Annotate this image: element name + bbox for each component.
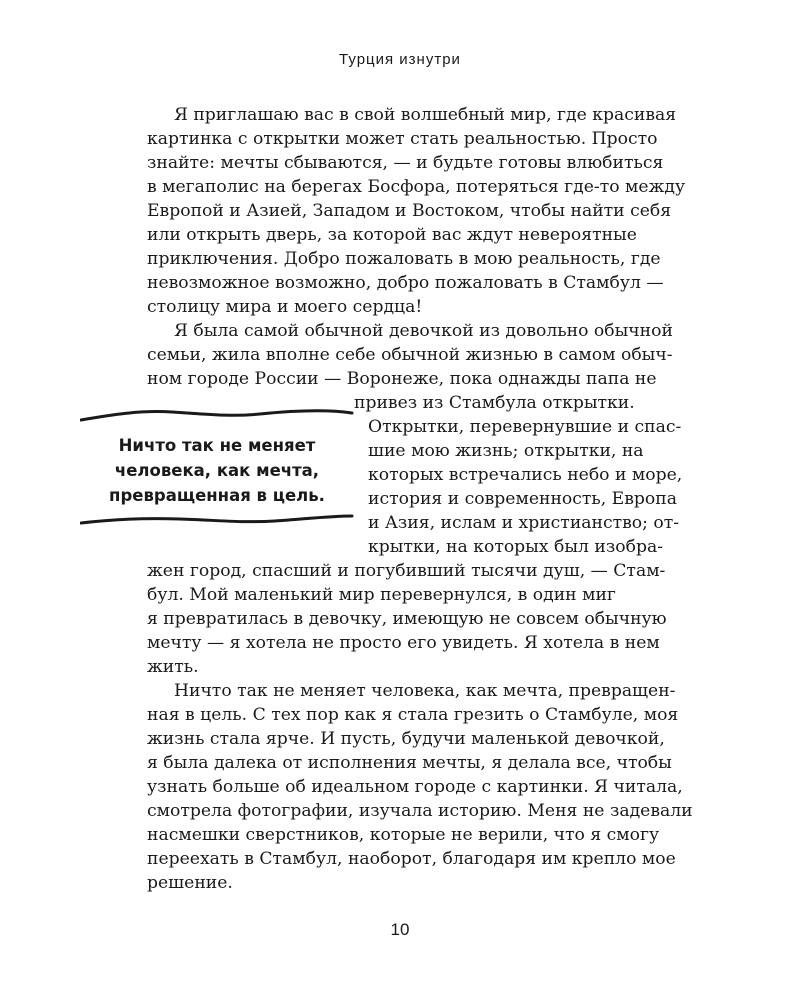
text-line: жен город, спасший и погубивший тысячи душ, — Стам- (147, 561, 666, 581)
text-line: Открытки, перевернувшие и спас- (368, 417, 682, 437)
text-line: невозможное возможно, добро пожаловать в Стамбул — (147, 273, 664, 293)
text-line: ном городе России — Воронеже, пока однажды папа не (147, 369, 657, 389)
text-line: которых встречались небо и море, (368, 465, 683, 485)
text-line: картинка с открытки может стать реальностью. Просто (147, 129, 658, 149)
running-head: Турция изнутри (339, 51, 461, 68)
text-line: жить. (147, 657, 199, 677)
text-line: привез из Стамбула открытки. (354, 393, 635, 413)
text-line: в мегаполис на берегах Босфора, потеряться где-то между (147, 177, 686, 197)
pull-quote-line: Ничто так не меняет (118, 436, 316, 455)
text-line: ная в цель. С тех пор как я стала грезить о Стамбуле, моя (147, 705, 679, 725)
text-line: я превратилась в девочку, имеющую не совсем обычную (147, 609, 667, 629)
text-line: Европой и Азией, Западом и Востоком, чтобы найти себя (147, 201, 672, 221)
text-line: насмешки сверстников, которые не верили, что я смогу (147, 825, 660, 845)
text-line: мечту — я хотела не просто его увидеть. Я хотела в нем (147, 633, 660, 653)
text-line: столицу мира и моего сердца! (147, 297, 423, 317)
text-line: бул. Мой маленький мир перевернулся, в один миг (147, 585, 616, 605)
text-line: жизнь стала ярче. И пусть, будучи маленькой девочкой, (147, 729, 665, 749)
text-line: приключения. Добро пожаловать в мою реальность, где (147, 249, 661, 269)
text-line: или открыть дверь, за которой вас ждут невероятные (147, 225, 637, 245)
text-line: крытки, на которых был изобра- (368, 537, 663, 557)
bottom-wave-divider (80, 510, 354, 530)
pull-quote-text (80, 433, 354, 508)
text-line: я была далека от исполнения мечты, я делала все, чтобы (147, 753, 672, 773)
text-line: история и современность, Европа (368, 489, 677, 509)
text-line: решение. (147, 873, 233, 893)
pull-quote (80, 405, 354, 530)
top-wave-divider (80, 405, 354, 425)
pull-quote-line: превращенная в цель. (109, 486, 325, 505)
text-line: знайте: мечты сбываются, — и будьте готовы влюбиться (147, 153, 664, 173)
text-line: смотрела фотографии, изучала историю. Меня не задевали (147, 801, 693, 821)
text-line: Я была самой обычной девочкой из довольно обычной (174, 321, 673, 341)
text-line: шие мою жизнь; открытки, на (368, 441, 644, 461)
text-line: Ничто так не меняет человека, как мечта, превращен- (174, 681, 676, 701)
text-line: семьи, жила вполне себе обычной жизнью в самом обыч- (147, 345, 673, 365)
text-line: переехать в Стамбул, наоборот, благодаря им крепло мое (147, 849, 676, 869)
text-line: Я приглашаю вас в свой волшебный мир, где красивая (174, 105, 677, 125)
text-line: и Азия, ислам и христианство; от- (368, 513, 680, 533)
page-number: 10 (390, 920, 410, 939)
text-line: узнать больше об идеальном городе с картинки. Я читала, (147, 777, 683, 797)
pull-quote-line: человека, как мечта, (114, 461, 320, 480)
